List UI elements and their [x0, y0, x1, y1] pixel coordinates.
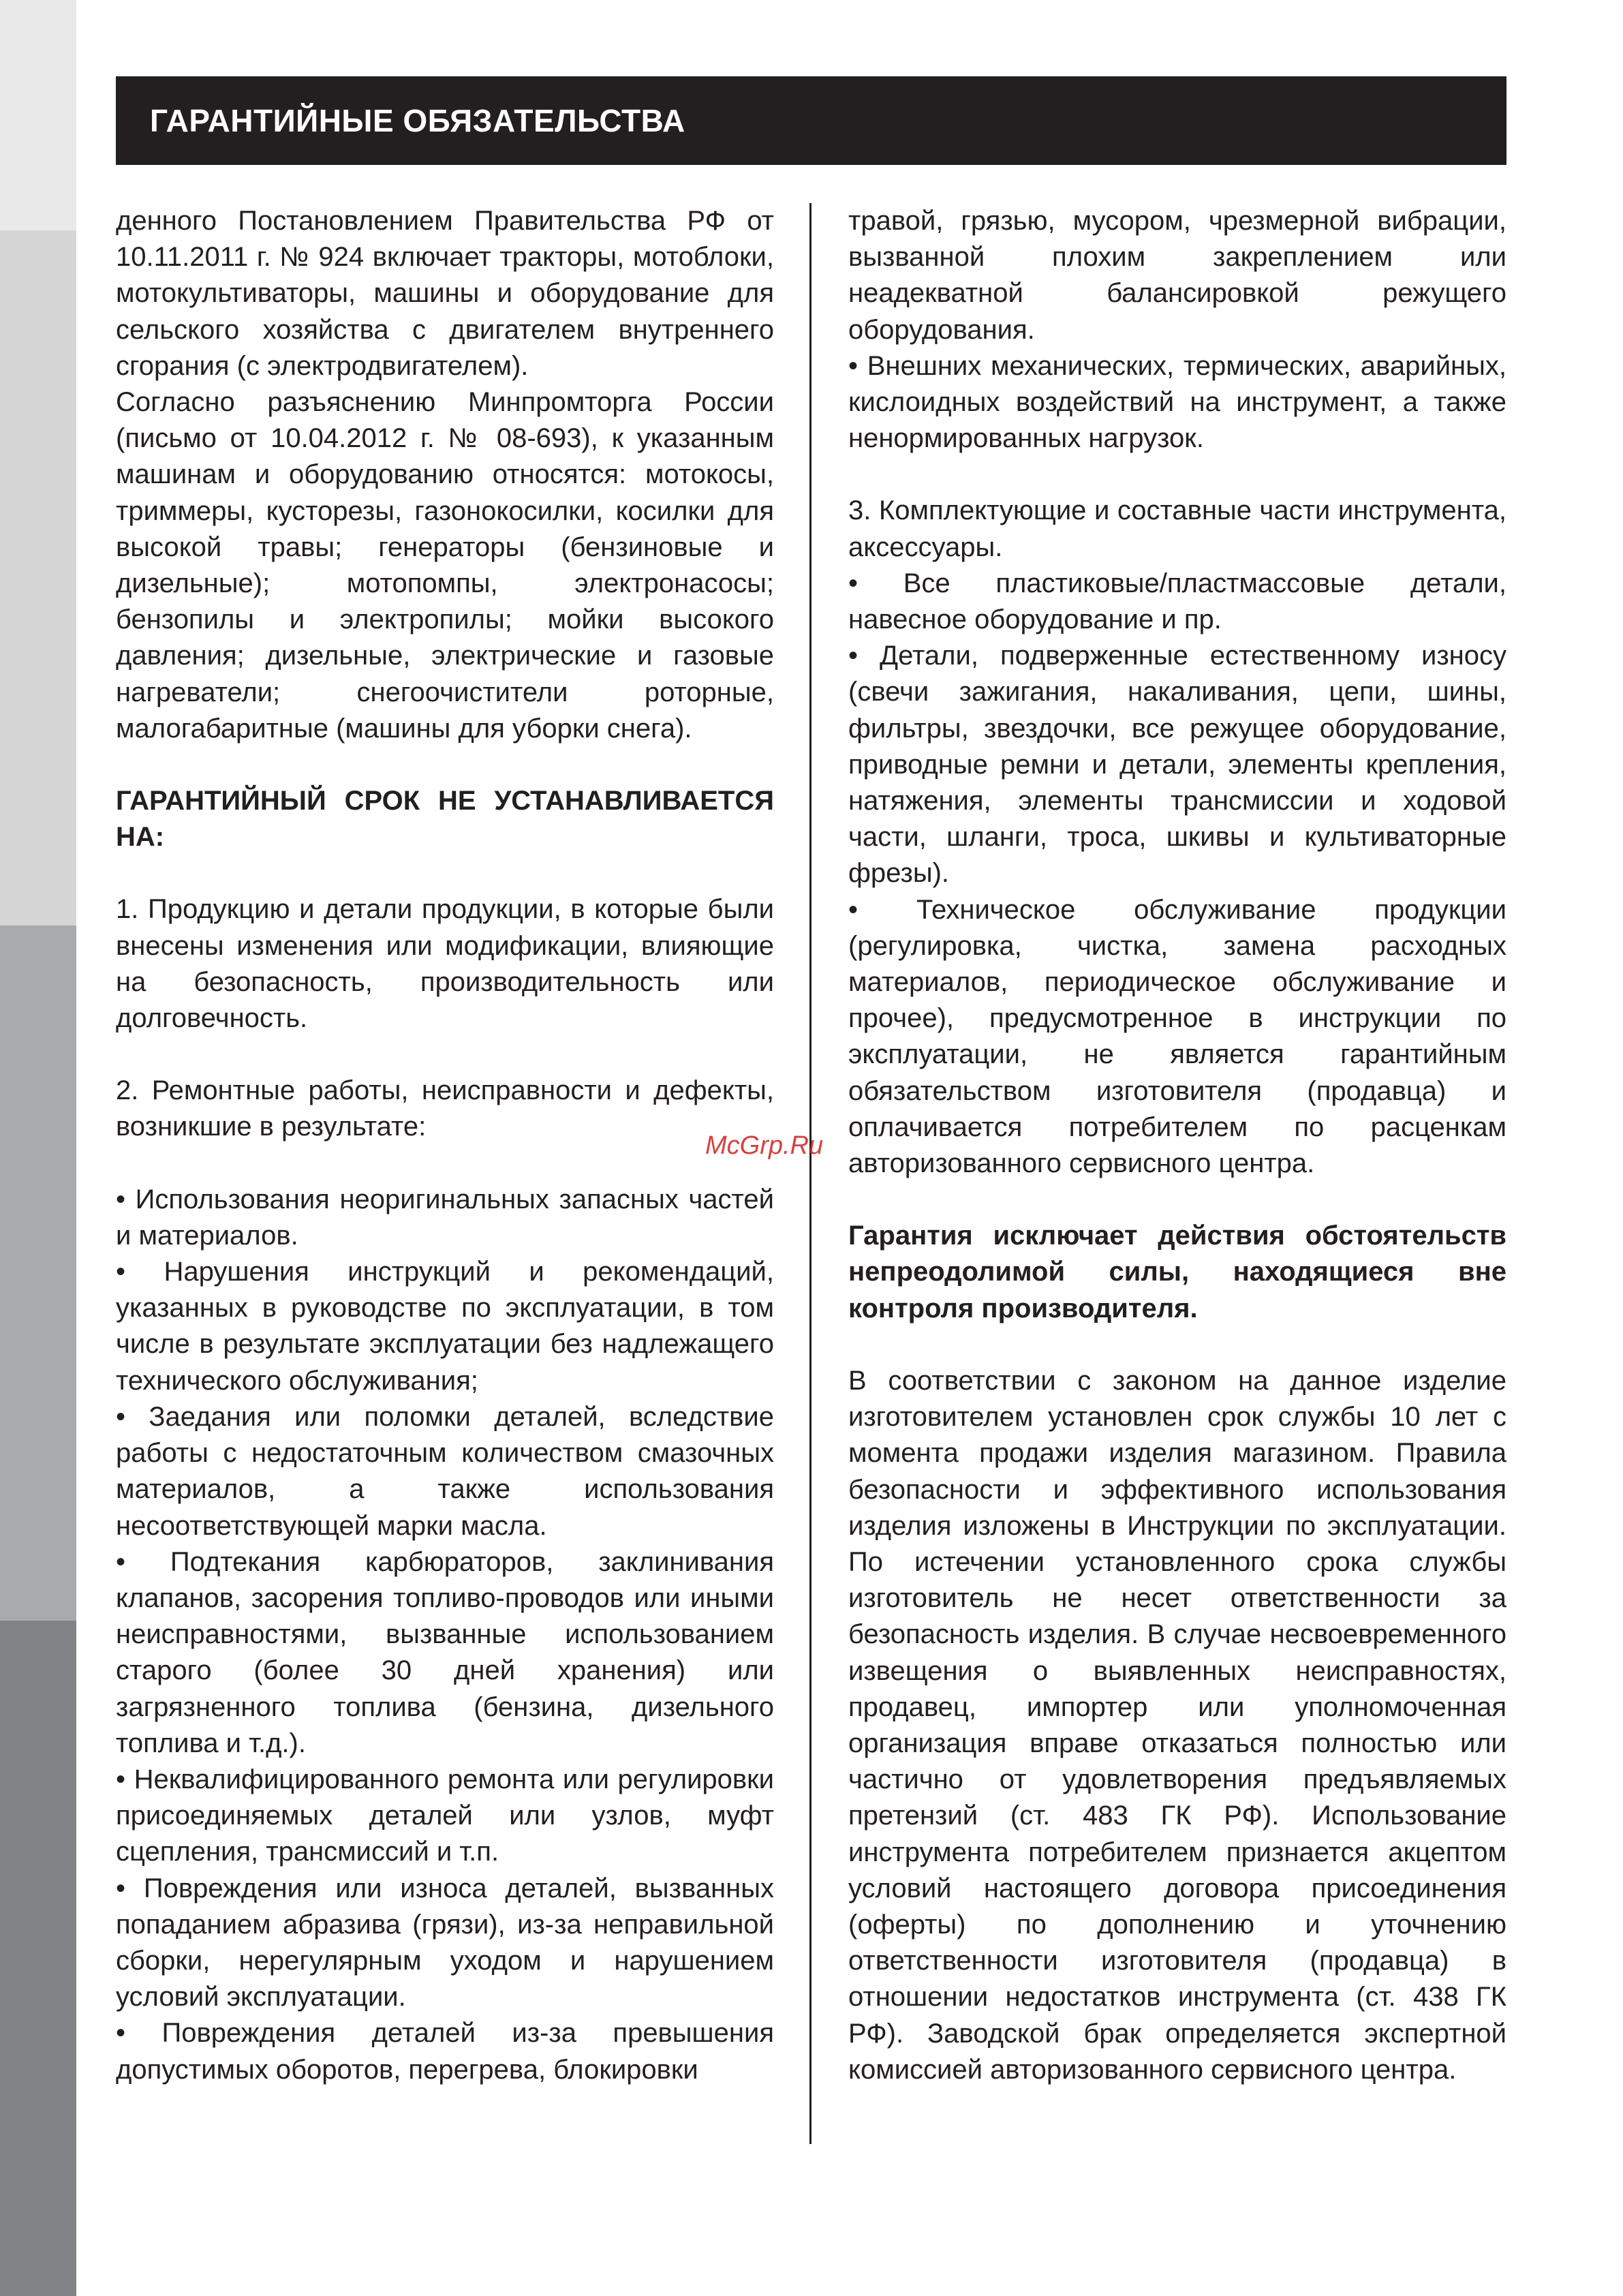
bullet-item: • Заедания или поломки деталей, вследствие работы с недостаточным количеством смазочных материалов, а также использования несоответствующей марки масла.	[116, 1401, 774, 1541]
clarification-paragraph: Согласно разъяснению Минпромторга России (письмо от 10.04.2012 г. № 08-693), к указанным машинам и оборудованию относятся: мотокосы, триммеры, кусторезы, газонокосилки, косилки для высокой травы; генераторы (бензиновые и дизельные); мотопомпы, электронасосы; бензопилы и электропилы; мойки высокого давления; дизельные, электрические и газовые нагреватели; снегоочистители роторные, малогабаритные (машины для уборки снега).	[116, 387, 774, 744]
bullet-item: • Повреждения или износа деталей, вызванных попаданием абразива (грязи), из-за неправильной сборки, нерегулярным уходом и нарушением условий эксплуатации.	[116, 1873, 774, 2012]
side-tab-mid-dark	[0, 925, 76, 1621]
intro-paragraph: денного Постановлением Правительства РФ от 10.11.2011 г. № 924 включает тракторы, мотоблоки, мотокультиваторы, машины и оборудование для сельского хозяйства с двигателем внутреннего сгорания (с электродвигателем).	[116, 206, 774, 381]
left-column	[116, 203, 774, 2088]
continued-paragraph: травой, грязью, мусором, чрезмерной вибрации, вызванной плохим закреплением или неадекватной балансировкой режущего оборудования.	[848, 206, 1506, 345]
bullet-item: • Детали, подверженные естественному износу (свечи зажигания, накаливания, цепи, шины, фильтры, звездочки, все режущее оборудование, приводные ремни и детали, элементы крепления, натяжения, элементы трансмиссии и ходовой части, шланги, троса, шкивы и культиваторные фрезы).	[848, 641, 1506, 889]
watermark: McGrp.Ru	[705, 1131, 824, 1160]
bullet-item: • Подтекания карбюраторов, заклинивания клапанов, засорения топливо-проводов или иными неисправностями, вызванные использованием старого (более 30 дней хранения) или загрязненного топлива (бензина, дизельного топлива и т.д.).	[116, 1546, 774, 1758]
right-column	[848, 203, 1506, 2088]
column-divider	[809, 203, 812, 2144]
side-tab-mid-light	[0, 230, 76, 925]
bullet-item: • Использования неоригинальных запасных частей и материалов.	[116, 1184, 774, 1251]
page-header-bar	[116, 76, 1506, 165]
side-tab-dark	[0, 1621, 76, 2296]
service-life-paragraph: В соответствии с законом на данное изделие изготовителем установлен срок службы 10 лет с момента продажи изделия магазином. Правила безопасности и эффективного использования изделия изложены в Инструкции по эксплуатации. По истечении установленного срока службы изготовитель не несет ответственности за безопасность изделия. В случае несвоевременного извещения о выявленных неисправностях, продавец, импортер или уполномоченная организация вправе отказаться полностью или частично от удовлетворения предъявляемых претензий (ст. 483 ГК РФ). Использование инструмента потребителем признается акцептом условий настоящего договора присоединения (оферты) по дополнению и уточнению ответственности изготовителя (продавца) в отношении недостатков инструмента (ст. 438 ГК РФ). Заводской брак определяется экспертной комиссией авторизованного сервисного центра.	[848, 1365, 1506, 2085]
bullet-item: • Повреждения деталей из-за превышения допустимых оборотов, перегрева, блокировки	[116, 2018, 774, 2085]
bullet-item: • Все пластиковые/пластмассовые детали, навесное оборудование и пр.	[848, 568, 1506, 635]
exclusion-item-2: 2. Ремонтные работы, неисправности и дефекты, возникшие в результате:	[116, 1075, 774, 1142]
force-majeure-note: Гарантия исключает действия обстоятельств непреодолимой силы, находящиеся вне контроля производителя.	[848, 1221, 1506, 1323]
exclusions-heading: ГАРАНТИЙНЫЙ СРОК НЕ УСТАНАВЛИВАЕТСЯ НА:	[116, 786, 774, 853]
exclusion-item-1: 1. Продукцию и детали продукции, в которые были внесены изменения или модификации, влияющие на безопасность, производительность или долговечность.	[116, 894, 774, 1034]
exclusion-item-3: 3. Комплектующие и составные части инструмента, аксессуары.	[848, 495, 1506, 562]
bullet-item: • Внешних механических, термических, аварийных, кислоидных воздействий на инструмент, а также ненормированных нагрузок.	[848, 350, 1506, 454]
page-title: ГАРАНТИЙНЫЕ ОБЯЗАТЕЛЬСТВА	[150, 103, 685, 138]
bullet-item: • Нарушения инструкций и рекомендаций, указанных в руководстве по эксплуатации, в том числе в результате эксплуатации без надлежащего технического обслуживания;	[116, 1257, 774, 1396]
bullet-item: • Техническое обслуживание продукции (регулировка, чистка, замена расходных материалов, периодическое обслуживание и прочее), предусмотренное в инструкции по эксплуатации, не является гарантийным обязательством изготовителя (продавца) и оплачивается потребителем по расценкам авторизованного сервисного центра.	[848, 894, 1506, 1179]
side-tab-light	[0, 0, 76, 230]
bullet-item: • Неквалифицированного ремонта или регулировки присоединяемых деталей или узлов, муфт сцепления, трансмиссий и т.п.	[116, 1764, 774, 1867]
